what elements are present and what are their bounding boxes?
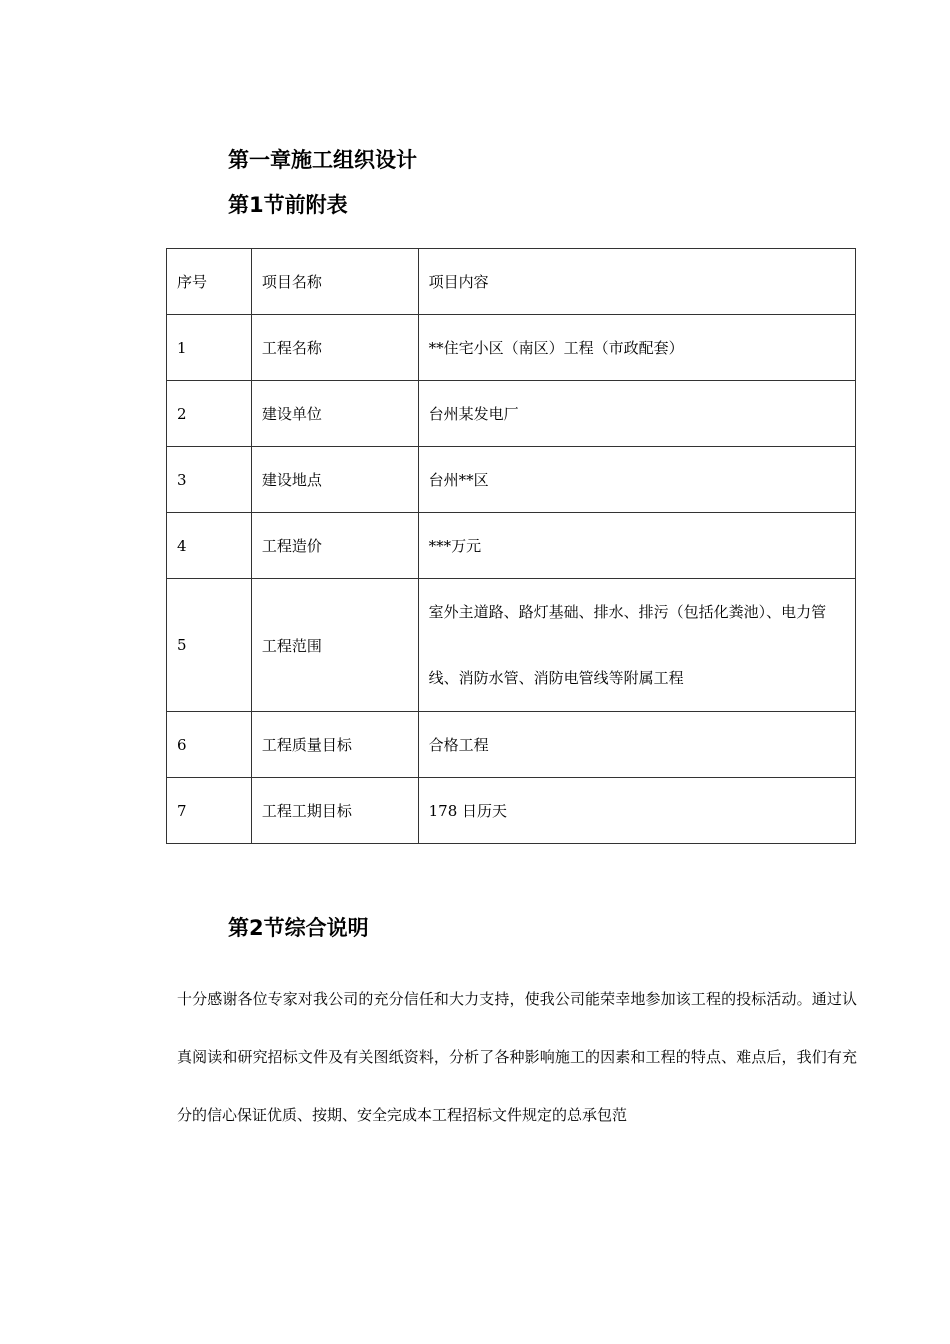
row-item-content: 室外主道路、路灯基础、排水、排污（包括化粪池）、电力管线、消防水管、消防电管线等附属工程 bbox=[418, 579, 855, 712]
row-item-content: 合格工程 bbox=[418, 712, 855, 778]
table-row bbox=[167, 315, 856, 381]
row-index: 2 bbox=[167, 381, 252, 447]
table-row bbox=[167, 513, 856, 579]
header-cell-item-name: 项目名称 bbox=[251, 249, 418, 315]
section-2-paragraph: 十分感谢各位专家对我公司的充分信任和大力支持，使我公司能荣幸地参加该工程的投标活动。通过认真阅读和研究招标文件及有关图纸资料，分析了各种影响施工的因素和工程的特点、难点后，我们有充分的信心保证优质、按期、安全完成本工程招标文件规定的总承包范 bbox=[177, 990, 857, 1124]
row-item-name: 工程范围 bbox=[251, 579, 418, 712]
row-index: 3 bbox=[167, 447, 252, 513]
table-row bbox=[167, 447, 856, 513]
table-row bbox=[167, 778, 856, 844]
header-cell-index: 序号 bbox=[167, 249, 252, 315]
row-item-name: 工程质量目标 bbox=[251, 712, 418, 778]
row-item-content: 台州**区 bbox=[418, 447, 855, 513]
section-2-title: 第2节综合说明 bbox=[228, 916, 369, 940]
row-index: 1 bbox=[167, 315, 252, 381]
row-item-name: 建设地点 bbox=[251, 447, 418, 513]
project-info-table bbox=[166, 248, 856, 844]
row-index: 6 bbox=[167, 712, 252, 778]
row-index: 5 bbox=[167, 579, 252, 712]
row-item-content: 台州某发电厂 bbox=[418, 381, 855, 447]
table-header-row bbox=[167, 249, 856, 315]
row-index: 7 bbox=[167, 778, 252, 844]
row-item-content: 178 日历天 bbox=[418, 778, 855, 844]
table-row bbox=[167, 381, 856, 447]
section-1-title: 第1节前附表 bbox=[228, 193, 348, 217]
row-item-name: 工程工期目标 bbox=[251, 778, 418, 844]
row-item-name: 工程名称 bbox=[251, 315, 418, 381]
header-cell-item-content: 项目内容 bbox=[418, 249, 855, 315]
chapter-title: 第一章施工组织设计 bbox=[228, 148, 417, 172]
row-index: 4 bbox=[167, 513, 252, 579]
row-item-content: ***万元 bbox=[418, 513, 855, 579]
table-row bbox=[167, 712, 856, 778]
row-item-content: **住宅小区（南区）工程（市政配套） bbox=[418, 315, 855, 381]
row-item-name: 建设单位 bbox=[251, 381, 418, 447]
row-item-name: 工程造价 bbox=[251, 513, 418, 579]
table-row bbox=[167, 579, 856, 712]
